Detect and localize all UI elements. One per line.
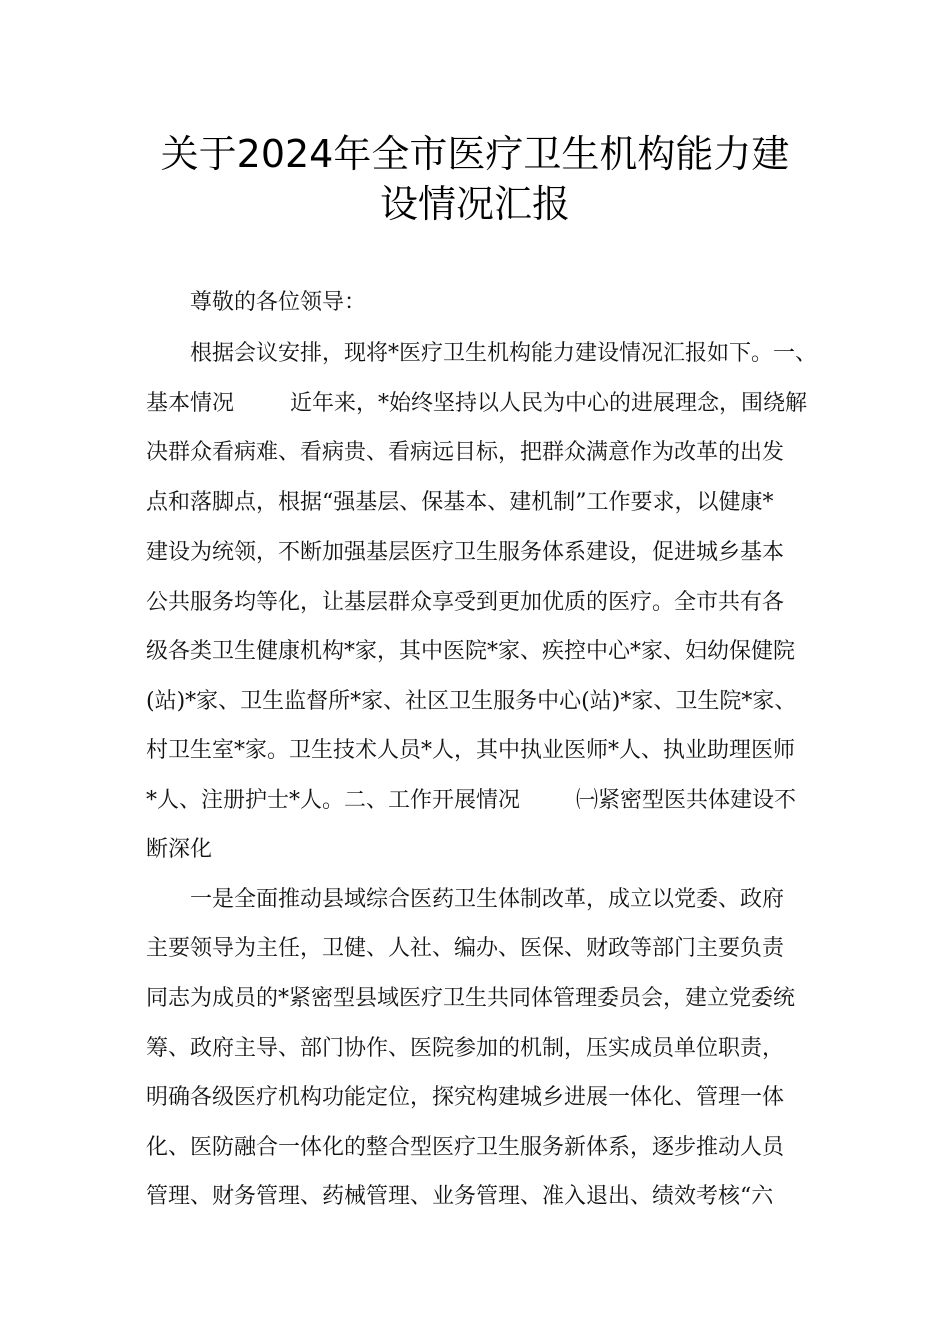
body-line: 根据会议安排，现将*医疗卫生机构能力建设情况汇报如下。一、: [190, 341, 818, 366]
body-line: 断深化: [146, 837, 213, 862]
document-title-line-2: 设情况汇报: [379, 182, 570, 226]
body-line: 建设为统领，不断加强基层医疗卫生服务体系建设，促进城乡基本: [146, 540, 785, 565]
body-line: 主要领导为主任，卫健、人社、编办、医保、财政等部门主要负责: [146, 936, 785, 961]
body-line: 一是全面推动县域综合医药卫生体制改革，成立以党委、政府: [190, 887, 785, 912]
body-line: 管理、财务管理、药械管理、业务管理、准入退出、绩效考核“六: [146, 1184, 774, 1209]
salutation: 尊敬的各位领导：: [190, 290, 367, 315]
body-line: 基本情况 近年来，*始终坚持以人民为中心的进展理念，围绕解: [146, 391, 807, 416]
body-line: 村卫生室*家。卫生技术人员*人，其中执业医师*人、执业助理医师: [146, 738, 796, 763]
body-line: (站)*家、卫生监督所*家、社区卫生服务中心(站)*家、卫生院*家、: [146, 689, 797, 714]
document-title-line-1: 关于2024年全市医疗卫生机构能力建: [160, 132, 790, 176]
body-line: 化、医防融合一体化的整合型医疗卫生服务新体系，逐步推动人员: [146, 1135, 785, 1160]
body-line: *人、注册护士*人。二、工作开展情况 ㈠紧密型医共体建设不: [146, 788, 796, 813]
body-line: 级各类卫生健康机构*家，其中医院*家、疾控中心*家、妇幼保健院: [146, 639, 796, 664]
body-line: 筹、政府主导、部门协作、医院参加的机制，压实成员单位职责，: [146, 1036, 785, 1061]
body-line: 公共服务均等化，让基层群众享受到更加优质的医疗。全市共有各: [146, 590, 785, 615]
body-line: 同志为成员的*紧密型县域医疗卫生共同体管理委员会，建立党委统: [146, 986, 796, 1011]
body-line: 明确各级医疗机构功能定位，探究构建城乡进展一体化、管理一体: [146, 1085, 785, 1110]
body-line: 点和落脚点，根据“强基层、保基本、建机制”工作要求，以健康*: [146, 490, 774, 515]
body-line: 决群众看病难、看病贵、看病远目标，把群众满意作为改革的出发: [146, 440, 785, 465]
